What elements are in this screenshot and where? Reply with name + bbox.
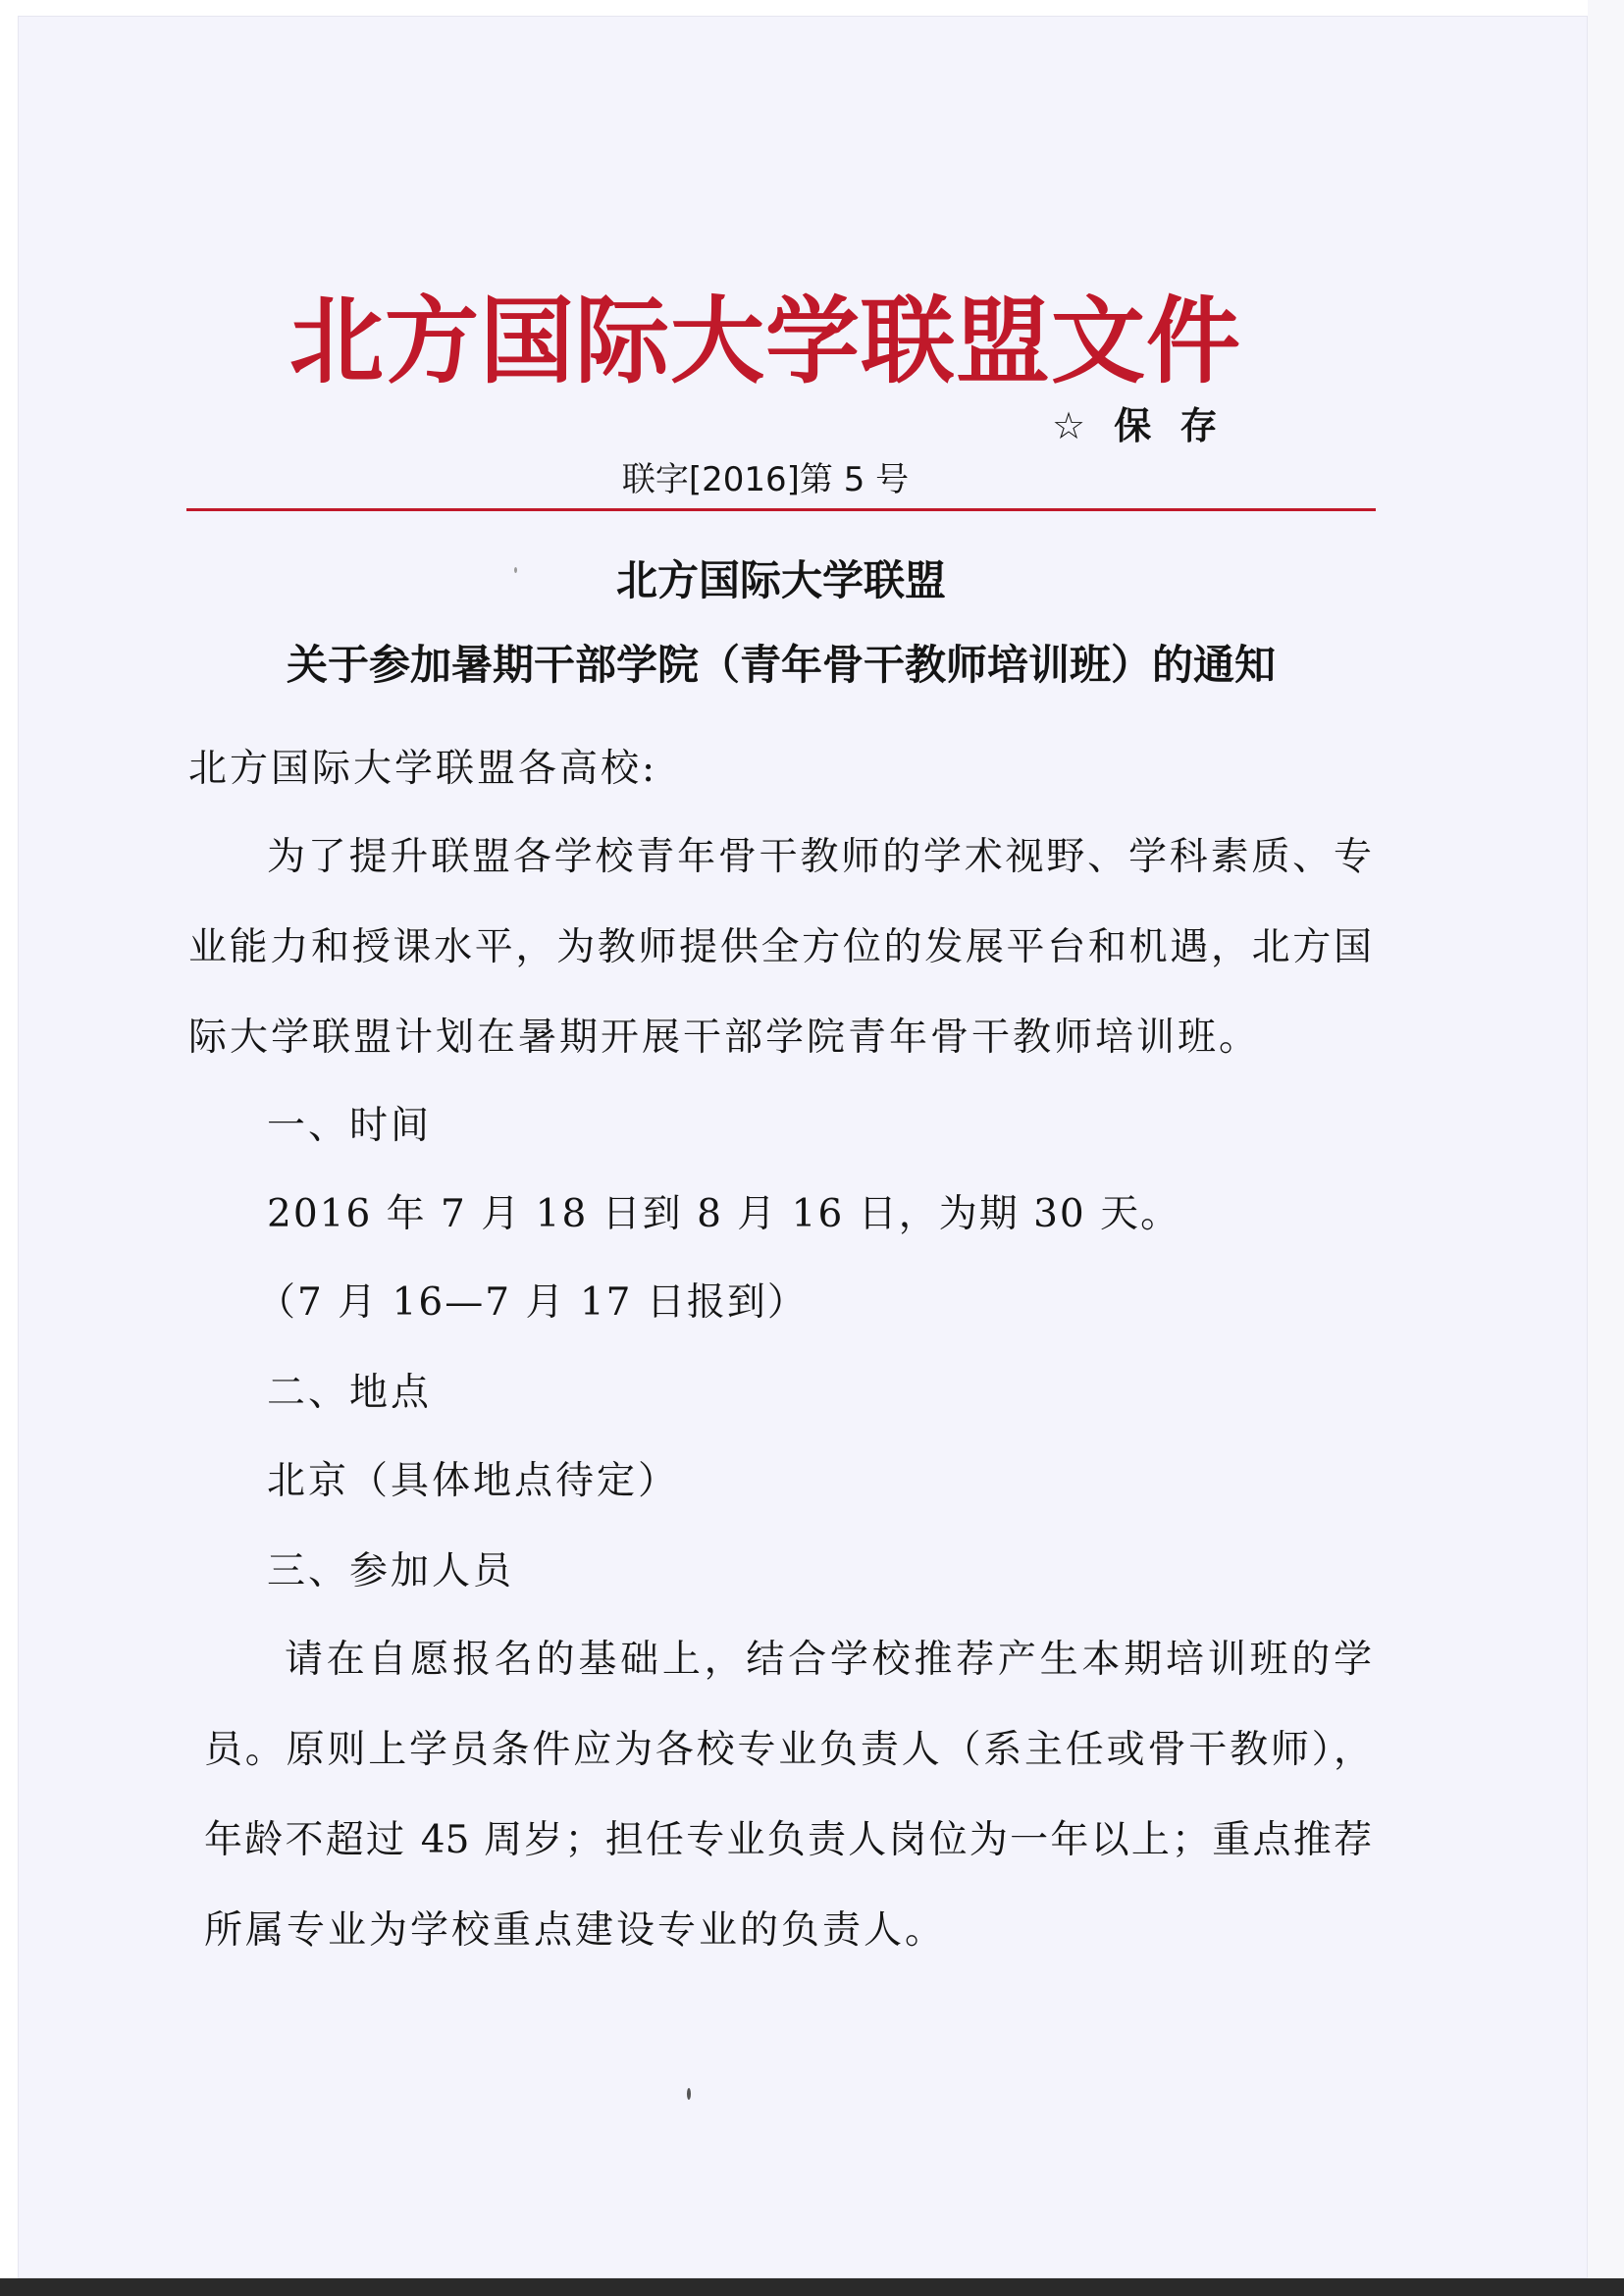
section-1-registration: （7 月 16—7 月 17 日报到） xyxy=(257,1280,808,1325)
intro-line-2: 业能力和授课水平，为教师提供全方位的发展平台和机遇，北方国 xyxy=(188,925,1372,969)
section-3-line-2: 员。原则上学员条件应为各校专业负责人（系主任或骨干教师）， xyxy=(204,1728,1372,1772)
header-divider xyxy=(186,508,1376,511)
section-2-heading: 二、地点 xyxy=(267,1371,433,1415)
scan-speck xyxy=(514,567,517,573)
section-3-line-3: 年龄不超过 45 周岁；担任专业负责人岗位为一年以上；重点推荐 xyxy=(204,1818,1372,1862)
document-number: 联字[2016]第 5 号 xyxy=(621,460,910,499)
scan-right-margin xyxy=(1588,0,1624,2278)
section-3-heading: 三、参加人员 xyxy=(267,1549,515,1593)
salutation: 北方国际大学联盟各高校: xyxy=(188,747,658,791)
section-3-line-1: 请在自愿报名的基础上，结合学校推荐产生本期培训班的学 xyxy=(285,1638,1372,1682)
section-1-dates: 2016 年 7 月 18 日到 8 月 16 日，为期 30 天。 xyxy=(267,1192,1181,1236)
intro-line-3: 际大学联盟计划在暑期开展干部学院青年骨干教师培训班。 xyxy=(188,1016,1261,1060)
section-1-heading: 一、时间 xyxy=(267,1104,433,1148)
intro-line-1: 为了提升联盟各学校青年骨干教师的学术视野、学科素质、专 xyxy=(267,835,1372,879)
notice-title-line-2: 关于参加暑期干部学院（青年骨干教师培训班）的通知 xyxy=(286,641,1276,689)
security-mark: ☆ 保 存 xyxy=(1052,404,1226,447)
notice-title-line-1: 北方国际大学联盟 xyxy=(615,556,946,604)
section-2-location: 北京（具体地点待定） xyxy=(267,1459,680,1503)
scan-speck xyxy=(687,2088,691,2100)
document-header-title: 北方国际大学联盟文件 xyxy=(289,287,1241,396)
scan-bottom-edge xyxy=(0,2278,1624,2296)
section-3-line-4: 所属专业为学校重点建设专业的负责人。 xyxy=(204,1908,947,1953)
